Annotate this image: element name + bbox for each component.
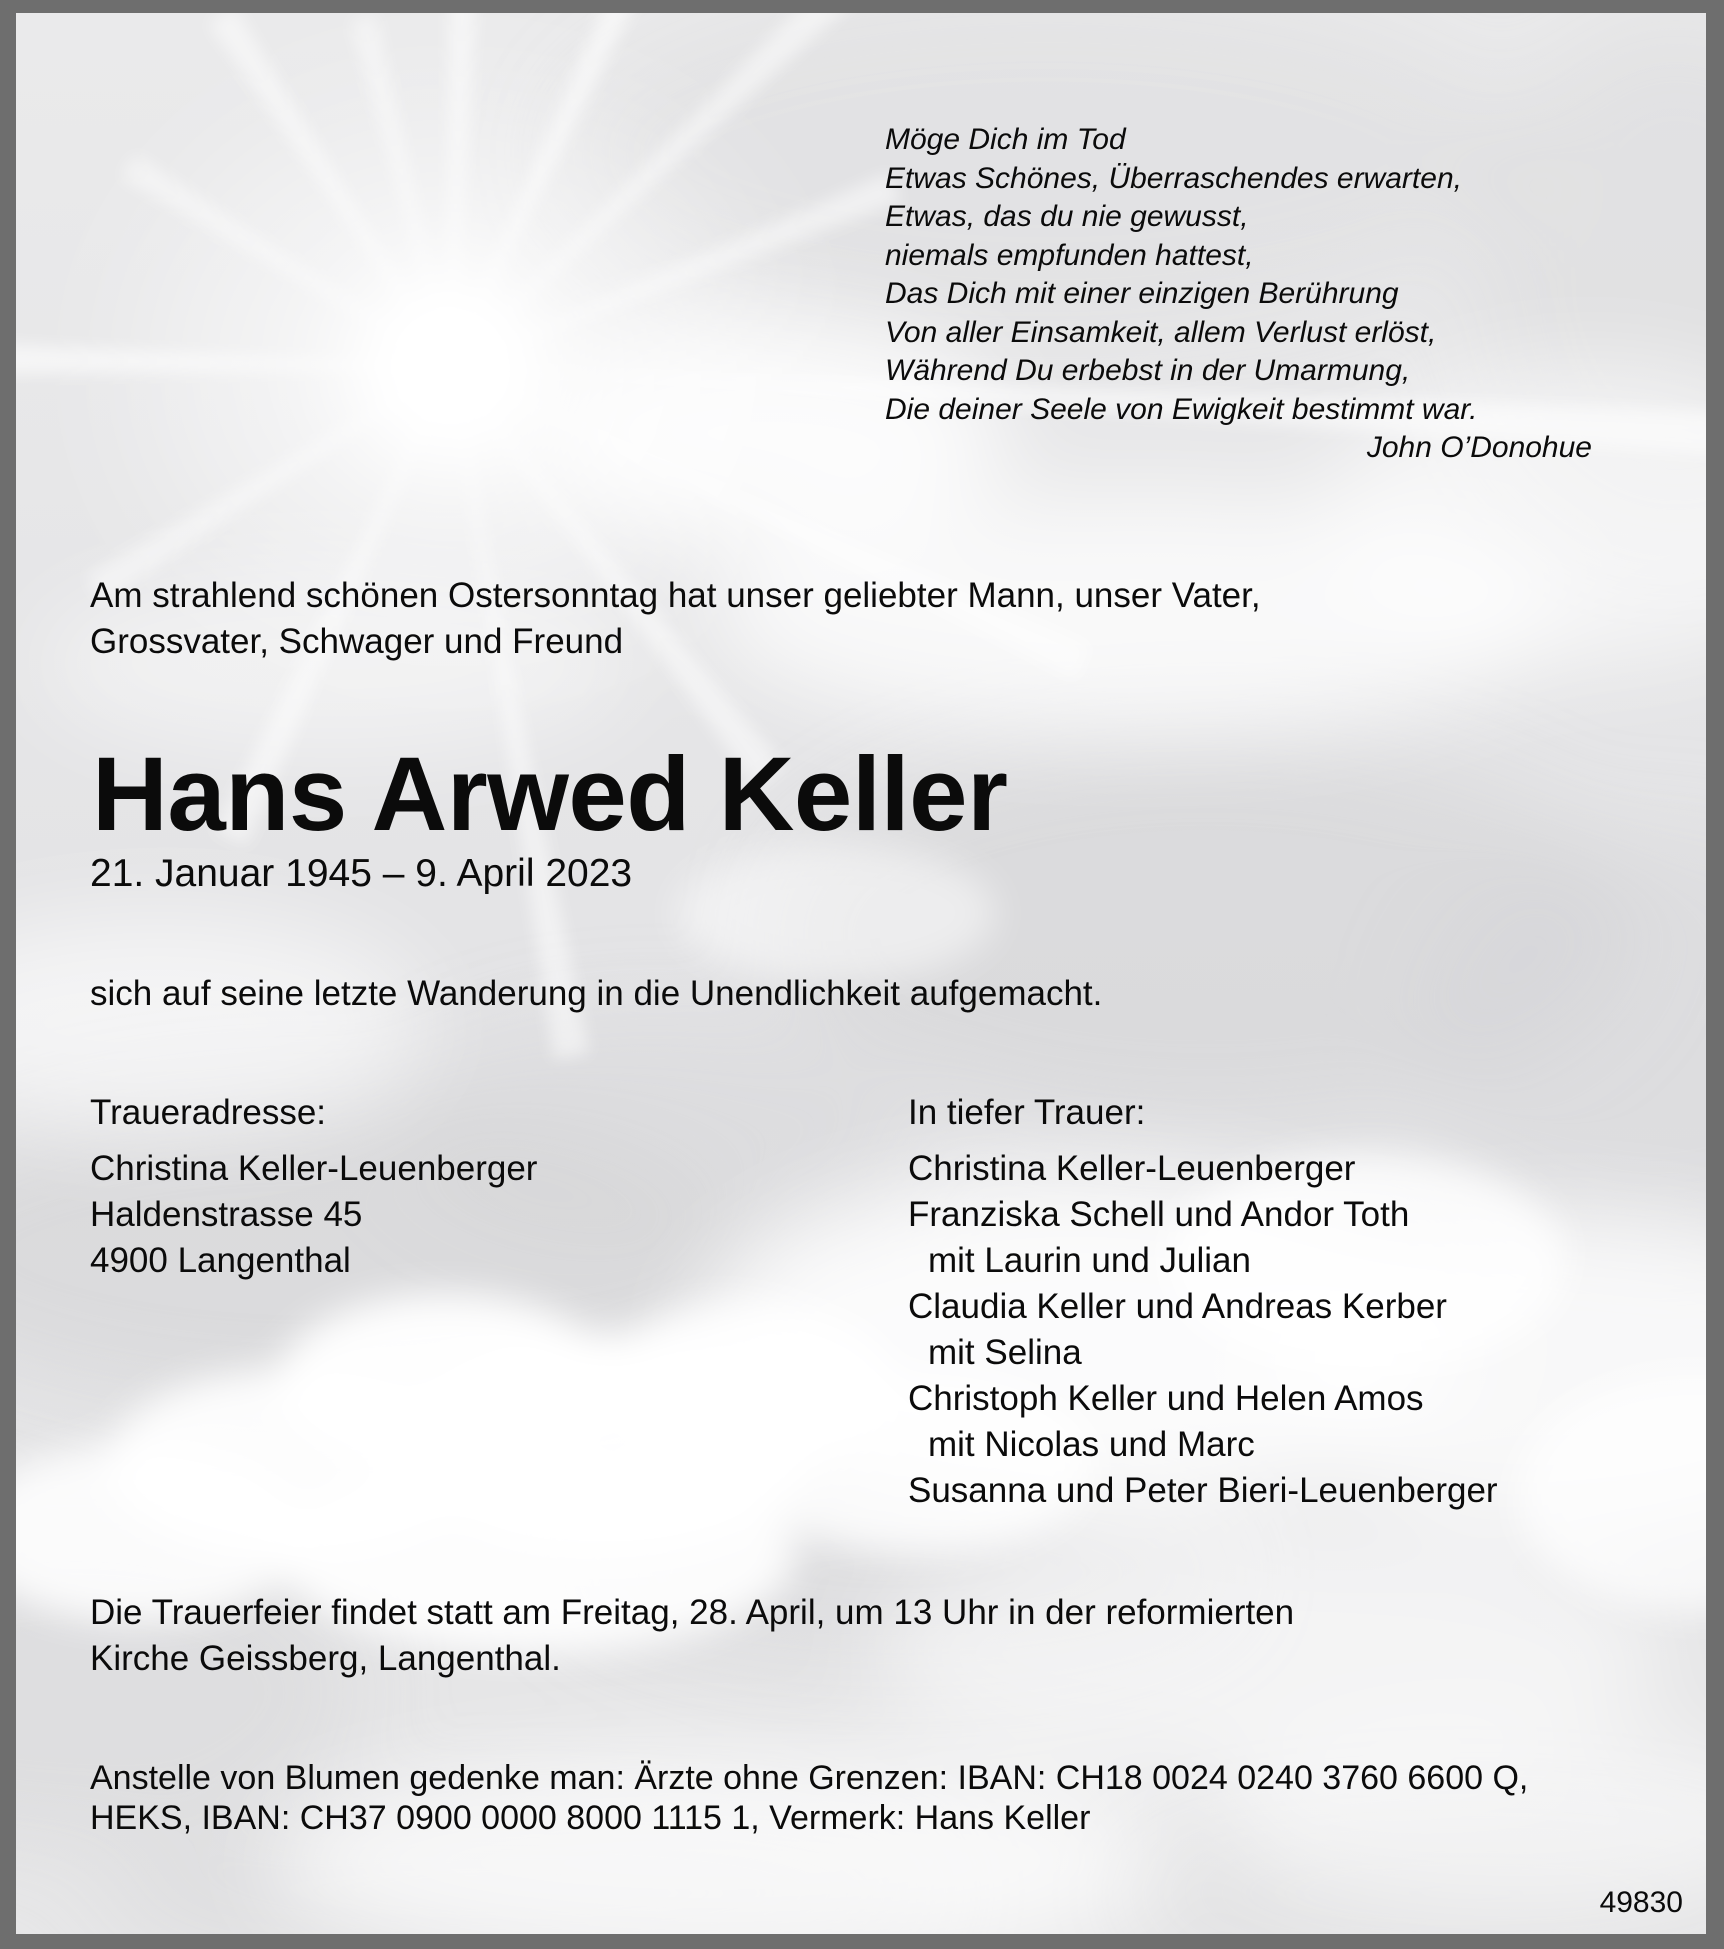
deceased-name: Hans Arwed Keller (92, 736, 1008, 853)
poem (885, 121, 1592, 468)
poem-attribution: John O’Donohue (1366, 431, 1592, 464)
mourner-line: Christina Keller-Leuenberger (908, 1149, 1356, 1188)
obituary-paper (16, 13, 1706, 1934)
journey-line: sich auf seine letzte Wanderung in die Unendlichkeit aufgemacht. (90, 974, 1103, 1013)
notice-content (16, 13, 1706, 1934)
poem-line: Möge Dich im Tod (885, 123, 1126, 156)
mourner-line: mit Nicolas und Marc (928, 1425, 1255, 1464)
address-line: 4900 Langenthal (90, 1241, 351, 1280)
intro-line: Grossvater, Schwager und Freund (90, 622, 624, 661)
funeral-line: Die Trauerfeier findet statt am Freitag, 28. April, um 13 Uhr in der reformierten (90, 1593, 1295, 1632)
address-line: Christina Keller-Leuenberger (90, 1149, 538, 1188)
poem-line: niemals empfunden hattest, (885, 238, 1254, 272)
funeral-line: Kirche Geissberg, Langenthal. (90, 1639, 561, 1678)
announcement-intro (90, 573, 1261, 665)
mourner-line: mit Laurin und Julian (928, 1241, 1251, 1280)
mourner-line: Christoph Keller und Helen Amos (908, 1379, 1424, 1418)
donation-info (90, 1759, 1528, 1838)
mourner-line: Claudia Keller und Andreas Kerber (908, 1287, 1447, 1326)
donation-line: Anstelle von Blumen gedenke man: Ärzte ohne Grenzen: IBAN: CH18 0024 0240 3760 6600 Q, (90, 1759, 1529, 1797)
funeral-info (90, 1590, 1294, 1682)
intro-line: Am strahlend schönen Ostersonntag hat unser geliebter Mann, unser Vater, (90, 576, 1261, 615)
poem-line: Das Dich mit einer einzigen Berührung (885, 277, 1399, 310)
mourner-line: mit Selina (928, 1333, 1082, 1372)
poem-line: Von aller Einsamkeit, allem Verlust erlöst, (885, 315, 1437, 349)
mourning-address (90, 1146, 537, 1284)
mourners-list (908, 1146, 1498, 1514)
poem-line: Etwas Schönes, Überraschendes erwarten, (885, 161, 1462, 195)
address-line: Haldenstrasse 45 (90, 1195, 363, 1234)
life-dates: 21. Januar 1945 – 9. April 2023 (90, 852, 633, 895)
mourner-line: Susanna und Peter Bieri-Leuenberger (908, 1471, 1498, 1510)
mourner-line: Franziska Schell und Andor Toth (908, 1195, 1410, 1234)
donation-line: HEKS, IBAN: CH37 0900 0000 8000 1115 1, Vermerk: Hans Keller (90, 1798, 1091, 1837)
mourning-address-heading: Traueradresse: (90, 1093, 327, 1132)
poem-line: Die deiner Seele von Ewigkeit bestimmt war. (885, 392, 1478, 426)
mourners-heading: In tiefer Trauer: (908, 1093, 1146, 1132)
poem-line: Während Du erbebst in der Umarmung, (885, 354, 1411, 387)
poem-line: Etwas, das du nie gewusst, (885, 200, 1249, 233)
reference-number: 49830 (1599, 1886, 1683, 1919)
